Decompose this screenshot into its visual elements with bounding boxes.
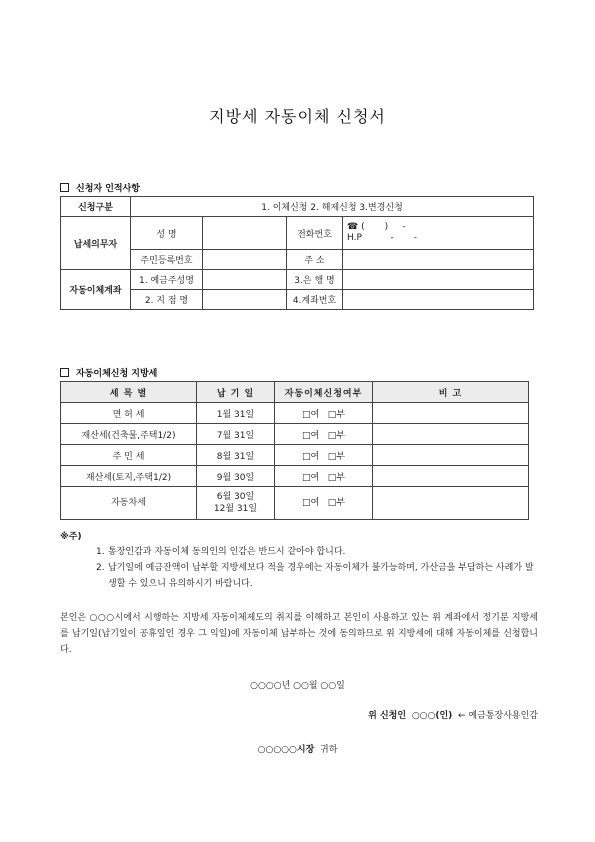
branch-label: 2. 지 점 명 bbox=[131, 290, 203, 310]
phone-field[interactable] bbox=[343, 217, 534, 250]
due-date bbox=[197, 487, 275, 520]
note-number: 1. bbox=[96, 547, 105, 557]
applicant-info-table bbox=[60, 196, 534, 310]
address-field[interactable] bbox=[343, 250, 534, 270]
square-bullet-icon bbox=[60, 183, 69, 192]
square-bullet-icon bbox=[60, 368, 69, 377]
resident-no-label: 주민등록번호 bbox=[131, 250, 203, 270]
due-date: 9월 30일 bbox=[197, 466, 275, 487]
depositor-label: 1. 예금주성명 bbox=[131, 270, 203, 290]
autopay-account-label: 자동이체계좌 bbox=[61, 270, 131, 310]
col-header-autopay: 자동이체신청여부 bbox=[275, 382, 373, 403]
name-label: 성 명 bbox=[131, 217, 203, 250]
table-row bbox=[61, 424, 529, 445]
address-label: 주 소 bbox=[287, 250, 343, 270]
remarks-field[interactable] bbox=[373, 466, 529, 487]
due-date: 7월 31일 bbox=[197, 424, 275, 445]
applicant-label: 위 신청인 bbox=[368, 711, 407, 721]
due-date-line: 12월 31일 bbox=[213, 504, 258, 514]
section-tax-heading bbox=[60, 366, 157, 379]
account-no-field[interactable] bbox=[343, 290, 534, 310]
autopay-choice[interactable]: □여 □부 bbox=[275, 424, 373, 445]
table-row bbox=[61, 403, 529, 424]
seal-note: ← 예금통장사용인감 bbox=[458, 711, 538, 721]
depositor-field[interactable] bbox=[203, 270, 287, 290]
remarks-field[interactable] bbox=[373, 487, 529, 520]
table-row bbox=[61, 466, 529, 487]
form-title: 지방세 자동이체 신청서 bbox=[209, 107, 386, 126]
tax-name: 면 허 세 bbox=[61, 403, 197, 424]
col-header-remarks: 비 고 bbox=[373, 382, 529, 403]
taxpayer-label: 납세의무자 bbox=[61, 217, 131, 270]
autopay-choice[interactable]: □여 □부 bbox=[275, 466, 373, 487]
note-item bbox=[96, 544, 536, 560]
bank-field[interactable] bbox=[343, 270, 534, 290]
resident-no-field[interactable] bbox=[203, 250, 287, 270]
note-item bbox=[96, 560, 536, 592]
addressee-city: ○○○○○시장 bbox=[257, 745, 315, 755]
addressee bbox=[0, 742, 595, 755]
tax-name: 재산세(건축물,주택1/2) bbox=[61, 424, 197, 445]
application-date: ○○○○년 ○○월 ○○일 bbox=[250, 681, 345, 691]
due-date: 8월 31일 bbox=[197, 445, 275, 466]
note-text: 납기일에 예금잔액이 납부할 지방세보다 적을 경우에는 자동이체가 불가능하며, 가산금을 부담하는 사례가 발생할 수 있으니 유의하시기 바랍니다. bbox=[108, 563, 534, 589]
tax-items-table bbox=[60, 381, 529, 520]
section-applicant-heading-text: 신청자 인적사항 bbox=[76, 184, 140, 194]
addressee-suffix: 귀하 bbox=[320, 745, 338, 755]
bank-label: 3.은 행 명 bbox=[287, 270, 343, 290]
tax-name: 재산세(토지,주택1/2) bbox=[61, 466, 197, 487]
col-header-due: 납 기 일 bbox=[197, 382, 275, 403]
branch-field[interactable] bbox=[203, 290, 287, 310]
table-row bbox=[61, 487, 529, 520]
col-header-tax: 세 목 별 bbox=[61, 382, 197, 403]
note-number: 2. bbox=[96, 563, 105, 573]
notes-title: ※주) bbox=[60, 532, 82, 542]
applicant-name: ○○○(인) bbox=[411, 711, 453, 721]
due-date-line: 6월 30일 bbox=[216, 492, 255, 502]
autopay-choice[interactable]: □여 □부 bbox=[275, 403, 373, 424]
autopay-choice[interactable]: □여 □부 bbox=[275, 445, 373, 466]
apply-type-label: 신청구분 bbox=[61, 197, 131, 217]
name-field[interactable] bbox=[203, 217, 287, 250]
tax-name: 주 민 세 bbox=[61, 445, 197, 466]
table-row bbox=[61, 445, 529, 466]
apply-type-options[interactable]: 1. 이체신청 2. 해제신청 3.변경신청 bbox=[131, 197, 534, 217]
tax-name: 자동차세 bbox=[61, 487, 197, 520]
phone-label: 전화번호 bbox=[287, 217, 343, 250]
note-text: 통장인감과 자동이체 동의인의 인감은 반드시 같아야 합니다. bbox=[108, 547, 346, 557]
remarks-field[interactable] bbox=[373, 424, 529, 445]
applicant-signature bbox=[368, 708, 538, 721]
due-date: 1월 31일 bbox=[197, 403, 275, 424]
remarks-field[interactable] bbox=[373, 403, 529, 424]
remarks-field[interactable] bbox=[373, 445, 529, 466]
account-no-label: 4.계좌번호 bbox=[287, 290, 343, 310]
autopay-choice[interactable]: □여 □부 bbox=[275, 487, 373, 520]
section-applicant-heading bbox=[60, 181, 140, 194]
consent-paragraph: 본인은 ○○○시에서 시행하는 지방세 자동이체제도의 취지를 이해하고 본인이 사용하고 있는 위 계좌에서 정기분 지방세를 납기일(납기일이 공휴일인 경우 그 익일)에 자동이체 납부하는 것에 동의하므로 위 지방세에 대해 자동이체를 신청합니다. bbox=[60, 613, 538, 655]
phone-line: ☎ ( ) - bbox=[347, 222, 406, 232]
mobile-line: H.P - - bbox=[347, 233, 418, 243]
section-tax-heading-text: 자동이체신청 지방세 bbox=[76, 369, 158, 379]
